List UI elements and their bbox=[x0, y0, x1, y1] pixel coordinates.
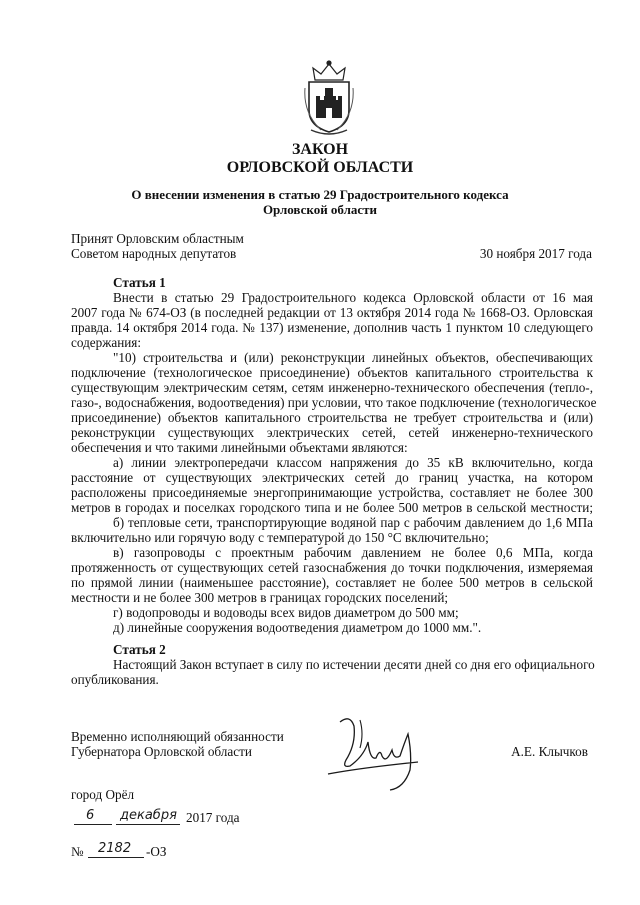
date-day-handwritten: 6 bbox=[86, 808, 95, 823]
city: город Орёл bbox=[71, 787, 135, 802]
law-number-suffix: -ОЗ bbox=[146, 844, 167, 859]
date-day-underline bbox=[74, 824, 112, 825]
article1-line: обеспечения и что такими линейными объектами являются: bbox=[71, 440, 408, 455]
signatory-name: А.Е. Клычков bbox=[511, 744, 588, 759]
law-subtitle-line1: О внесении изменения в статью 29 Градостроительного кодекса bbox=[131, 187, 509, 202]
handwritten-signature bbox=[320, 704, 430, 794]
article1-line: существующим электрическим сетям, сетям инженерно-технического обеспечения (тепло-, bbox=[71, 380, 593, 395]
signatory-position-line1: Временно исполняющий обязанности bbox=[71, 729, 284, 744]
article1-line: 2007 года № 674-ОЗ (в последней редакции от 13 октября 2014 года № 1668-ОЗ. Орловская bbox=[71, 305, 593, 320]
signatory-position-line2: Губернатора Орловской области bbox=[71, 744, 252, 759]
article1-line: содержания: bbox=[71, 335, 142, 350]
article1-line: правда. 14 октября 2014 года. № 137) изменение, дополнив часть 1 пунктом 10 следующего bbox=[71, 320, 593, 335]
article1-line: реконструкции существующих электрических сетей, сетей инженерно-технического bbox=[71, 425, 593, 440]
article1-line: местности и не более 300 метров в границах городских поселений; bbox=[71, 590, 449, 605]
article1-line: подключение (технологическое присоединение) объектов капитального строительства к bbox=[71, 365, 593, 380]
article1-line: присоединение) объектов капитального строительства не требует строительства и (или) bbox=[71, 410, 593, 425]
date-month-underline bbox=[116, 824, 180, 825]
date-year: 2017 года bbox=[186, 810, 240, 825]
law-number-prefix: № bbox=[71, 844, 84, 859]
article1-line: в) газопроводы с проектным рабочим давлением не более 0,6 МПа, когда bbox=[113, 545, 593, 560]
article1-line: газо-, водоснабжения, водоотведения) при условии, что такое подключение (технологическое bbox=[71, 395, 597, 410]
region-title: ОРЛОВСКОЙ ОБЛАСТИ bbox=[226, 159, 414, 176]
article1-line: расстояние от существующих электрических сетей до границ участка, на котором bbox=[71, 470, 593, 485]
article1-line: по прямой линии (наименьшее расстояние), составляет не более 500 метров в сельской bbox=[71, 575, 593, 590]
article1-line: Внести в статью 29 Градостроительного кодекса Орловской области от 16 мая bbox=[113, 290, 593, 305]
article1-line: г) водопроводы и водоводы всех видов диаметром до 500 мм; bbox=[113, 605, 459, 620]
article1-line: "10) строительства и (или) реконструкции линейных объектов, обеспечивающих bbox=[113, 350, 593, 365]
law-number-underline bbox=[88, 857, 144, 858]
adoption-date: 30 ноября 2017 года bbox=[479, 246, 592, 261]
article1-line: включительно или горячую воду с температурой до 150 °С включительно; bbox=[71, 530, 489, 545]
article1-line: расположены присоединяемые энергопринимающие устройства, составляет не более 300 bbox=[71, 485, 593, 500]
article1-line: д) линейные сооружения водоотведения диаметром до 1000 мм.". bbox=[113, 620, 482, 635]
article2-heading: Статья 2 bbox=[113, 642, 166, 657]
date-month-handwritten: декабря bbox=[120, 808, 177, 823]
law-number-handwritten: 2182 bbox=[98, 841, 132, 856]
article2-line: опубликования. bbox=[71, 672, 159, 687]
article1-line: метров в городах и поселках городского типа и не более 500 метров в сельской местности; bbox=[71, 500, 593, 515]
law-subtitle-line2: Орловской области bbox=[262, 202, 378, 217]
adoption-line2: Советом народных депутатов bbox=[71, 246, 237, 261]
article1-line: протяженность от существующих сетей газоснабжения до точки подключения, измеряемая bbox=[71, 560, 593, 575]
article1-line: а) линии электропередачи классом напряжения до 35 кВ включительно, когда bbox=[113, 455, 593, 470]
article1-line: б) тепловые сети, транспортирующие водяной пар с рабочим давлением до 1,6 МПа bbox=[113, 515, 593, 530]
article2-line: Настоящий Закон вступает в силу по истечении десяти дней со дня его официального bbox=[113, 657, 595, 672]
coat-of-arms-emblem bbox=[301, 58, 357, 136]
law-title: ЗАКОН bbox=[291, 141, 349, 158]
adoption-line1: Принят Орловским областным bbox=[71, 231, 244, 246]
article1-heading: Статья 1 bbox=[113, 275, 166, 290]
